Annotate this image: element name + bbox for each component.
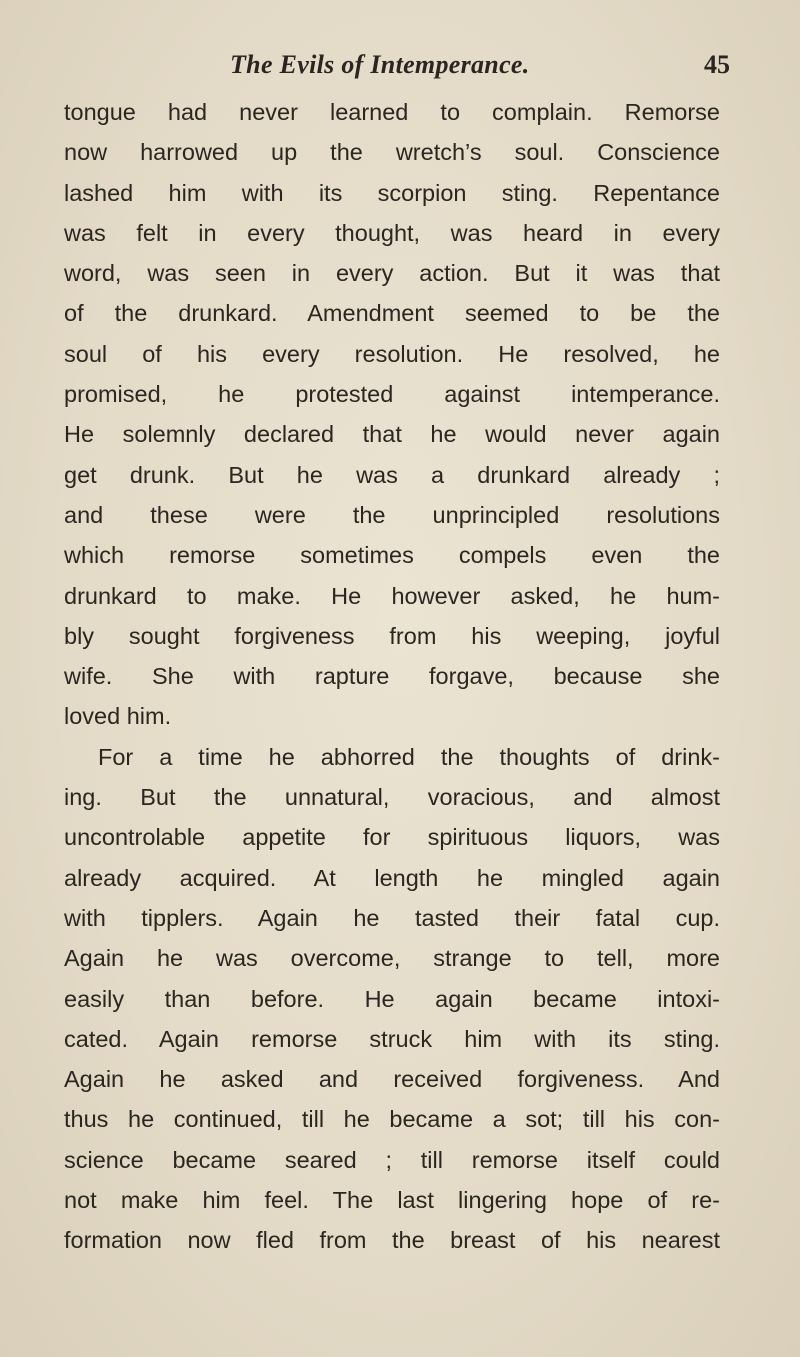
text-line: lashed him with its scorpion sting. Repentance — [64, 179, 720, 206]
text-line: drunkard to make. He however asked, he hum- — [64, 582, 720, 609]
text-line: was felt in every thought, was heard in every — [64, 219, 720, 246]
paragraph-2 — [64, 737, 720, 1261]
text-line: word, was seen in every action. But it was that — [64, 260, 720, 287]
body-text — [64, 92, 720, 1261]
text-line: cated. Again remorse struck him with its sting. — [64, 1025, 720, 1052]
text-line: with tipplers. Again he tasted their fatal cup. — [64, 904, 720, 931]
text-line: now harrowed up the wretch’s soul. Conscience — [64, 139, 720, 166]
text-line: wife. She with rapture forgave, because she — [64, 663, 720, 690]
running-head — [230, 50, 730, 90]
text-line: and these were the unprincipled resolutions — [64, 501, 720, 528]
text-line: science became seared ; till remorse itself could — [64, 1146, 720, 1173]
text-line: of the drunkard. Amendment seemed to be the — [64, 300, 720, 327]
text-line: For a time he abhorred the thoughts of drink- — [98, 743, 720, 770]
text-line: bly sought forgiveness from his weeping, joyful — [64, 622, 720, 649]
running-title: The Evils of Intemperance. — [230, 50, 530, 79]
text-line: easily than before. He again became intoxi- — [64, 985, 720, 1012]
text-line: loved him. — [64, 703, 172, 730]
text-line: not make him feel. The last lingering hope of re- — [64, 1187, 720, 1214]
text-line: which remorse sometimes compels even the — [64, 542, 720, 569]
text-line: tongue had never learned to complain. Remorse — [64, 99, 720, 125]
text-line: thus he continued, till he became a sot; till his con- — [64, 1106, 720, 1133]
paragraph-1 — [64, 92, 720, 737]
text-line: promised, he protested against intemperance. — [64, 381, 720, 408]
text-line: get drunk. But he was a drunkard already ; — [64, 461, 720, 488]
text-line: soul of his every resolution. He resolved, he — [64, 340, 720, 367]
text-line: uncontrolable appetite for spirituous liquors, was — [64, 824, 720, 851]
text-line: ing. But the unnatural, voracious, and almost — [64, 784, 720, 811]
text-line: He solemnly declared that he would never again — [64, 421, 720, 448]
text-line: formation now fled from the breast of his nearest — [64, 1227, 720, 1254]
text-line: Again he was overcome, strange to tell, more — [64, 945, 720, 972]
text-line: Again he asked and received forgiveness. And — [64, 1066, 720, 1093]
page-number: 45 — [704, 50, 730, 79]
text-line: already acquired. At length he mingled again — [64, 864, 720, 891]
